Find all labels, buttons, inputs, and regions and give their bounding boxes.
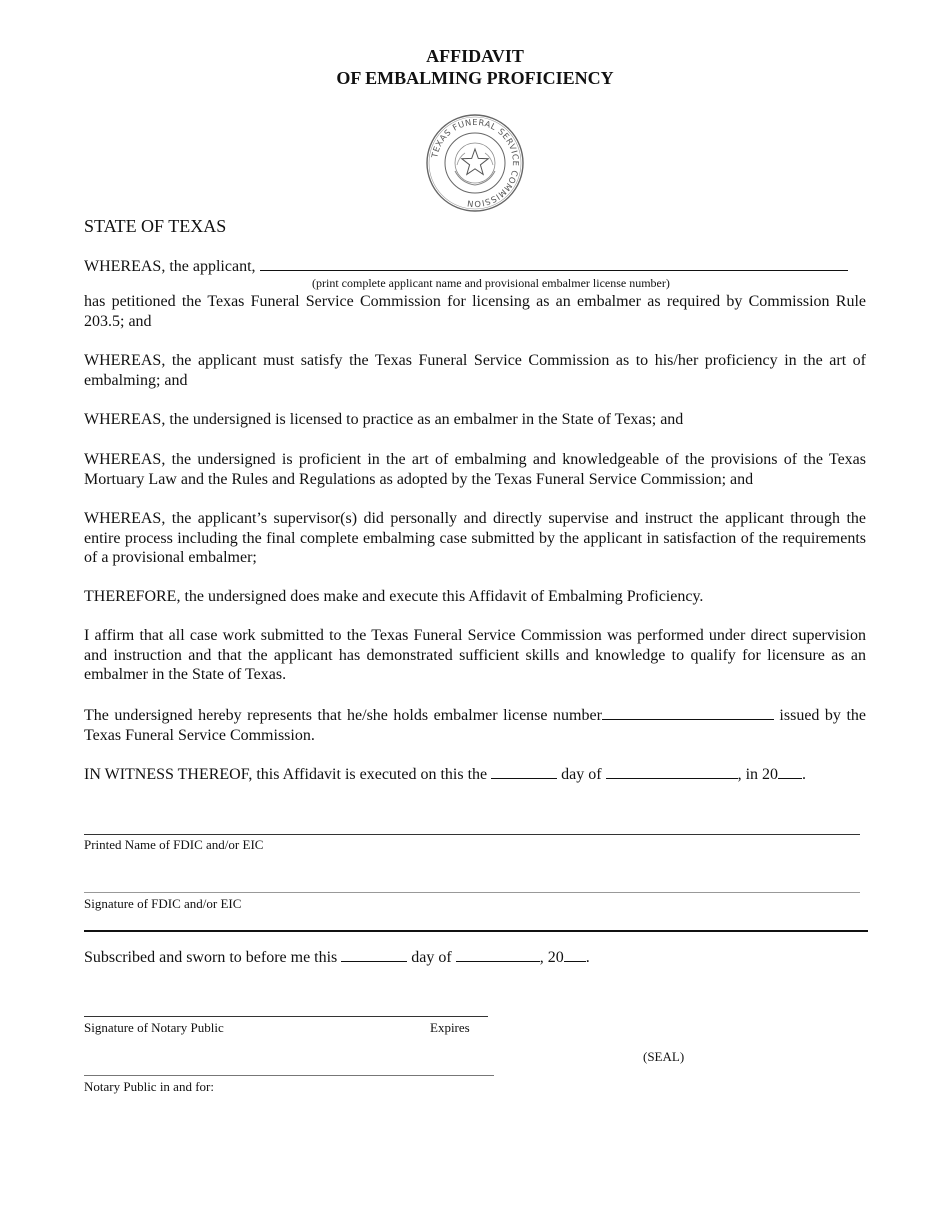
subscribed-year-field[interactable] [564,947,586,962]
notary-for-label: Notary Public in and for: [84,1079,214,1094]
license-statement [84,705,866,745]
signature-line[interactable] [84,892,860,893]
license-number-field[interactable] [602,705,774,720]
witness-statement [84,764,866,785]
subscribed-day-of: day of [411,949,452,966]
svg-text:TEXAS FUNERAL SERVICE COMMISSI [429,117,521,209]
subscribed-statement [84,947,866,968]
whereas-applicant [84,256,866,277]
affirmation-statement: I affirm that all case work submitted to the Texas Funeral Service Commission was performed under direct supervision and instruction and that the applicant has demonstrated sufficient skills and knowledge to qualify for licensure as an embalmer in the State of Texas. [84,627,866,683]
expires-label: Expires [430,1020,470,1035]
title-line-1: AFFIDAVIT [426,46,524,66]
witness-day-of: day of [561,766,602,783]
witness-year-field[interactable] [778,764,802,779]
witness-month-field[interactable] [606,764,738,779]
witness-end: . [802,766,807,783]
applicant-field-hint: (print complete applicant name and provisional embalmer license number) [312,276,670,290]
seal-text: TEXAS FUNERAL SERVICE COMMISSION [429,116,522,210]
applicant-name-field[interactable] [260,256,848,271]
license-suffix: issued by the Texas Funeral Service Commission. [84,707,866,744]
printed-name-label: Printed Name of FDIC and/or EIC [84,837,264,852]
witness-prefix: IN WITNESS THEREOF, this Affidavit is executed on this the [84,766,488,783]
subscribed-end: . [585,949,590,966]
subscribed-day-field[interactable] [341,947,407,962]
printed-name-line[interactable] [84,834,860,835]
subscribed-comma20: , 20 [539,949,564,966]
witness-day-field[interactable] [491,764,557,779]
witness-in20: , in 20 [737,766,779,783]
whereas-proficiency: WHEREAS, the applicant must satisfy the Texas Funeral Service Commission as to his/her proficiency in the art of embalming; and [84,352,866,389]
notary-signature-label: Signature of Notary Public [84,1020,224,1035]
whereas-applicant-continuation: has petitioned the Texas Funeral Service Commission for licensing as an embalmer as required by Commission Rule 203.5; and [84,293,866,330]
commission-seal-logo [425,113,525,213]
subscribed-prefix: Subscribed and sworn to before me this [84,949,338,966]
whereas-licensed: WHEREAS, the undersigned is licensed to practice as an embalmer in the State of Texas; and [84,411,684,428]
section-divider [84,930,868,932]
whereas-applicant-prefix: WHEREAS, the applicant, [84,258,256,275]
whereas-supervisor: WHEREAS, the applicant’s supervisor(s) did personally and directly supervise and instruct the applicant through the entire process including the final complete embalming case submitted by the applicant in satisfaction of the requirements of a provisional embalmer; [84,510,866,566]
state-heading: STATE OF TEXAS [84,216,227,236]
notary-county-line[interactable] [84,1075,494,1076]
whereas-knowledgeable: WHEREAS, the undersigned is proficient in the art of embalming and knowledgeable of the provisions of the Texas Mortuary Law and the Rules and Regulations as adopted by the Texas Funeral Service Commission; and [84,451,866,488]
therefore-statement: THEREFORE, the undersigned does make and execute this Affidavit of Embalming Proficiency. [84,588,704,605]
subscribed-month-field[interactable] [456,947,540,962]
document-title [0,45,950,89]
signature-label: Signature of FDIC and/or EIC [84,896,242,911]
title-line-2: OF EMBALMING PROFICIENCY [336,68,614,88]
license-prefix: The undersigned hereby represents that he/she holds embalmer license number [84,707,602,724]
notary-signature-line[interactable] [84,1016,488,1017]
seal-label: (SEAL) [643,1049,685,1064]
